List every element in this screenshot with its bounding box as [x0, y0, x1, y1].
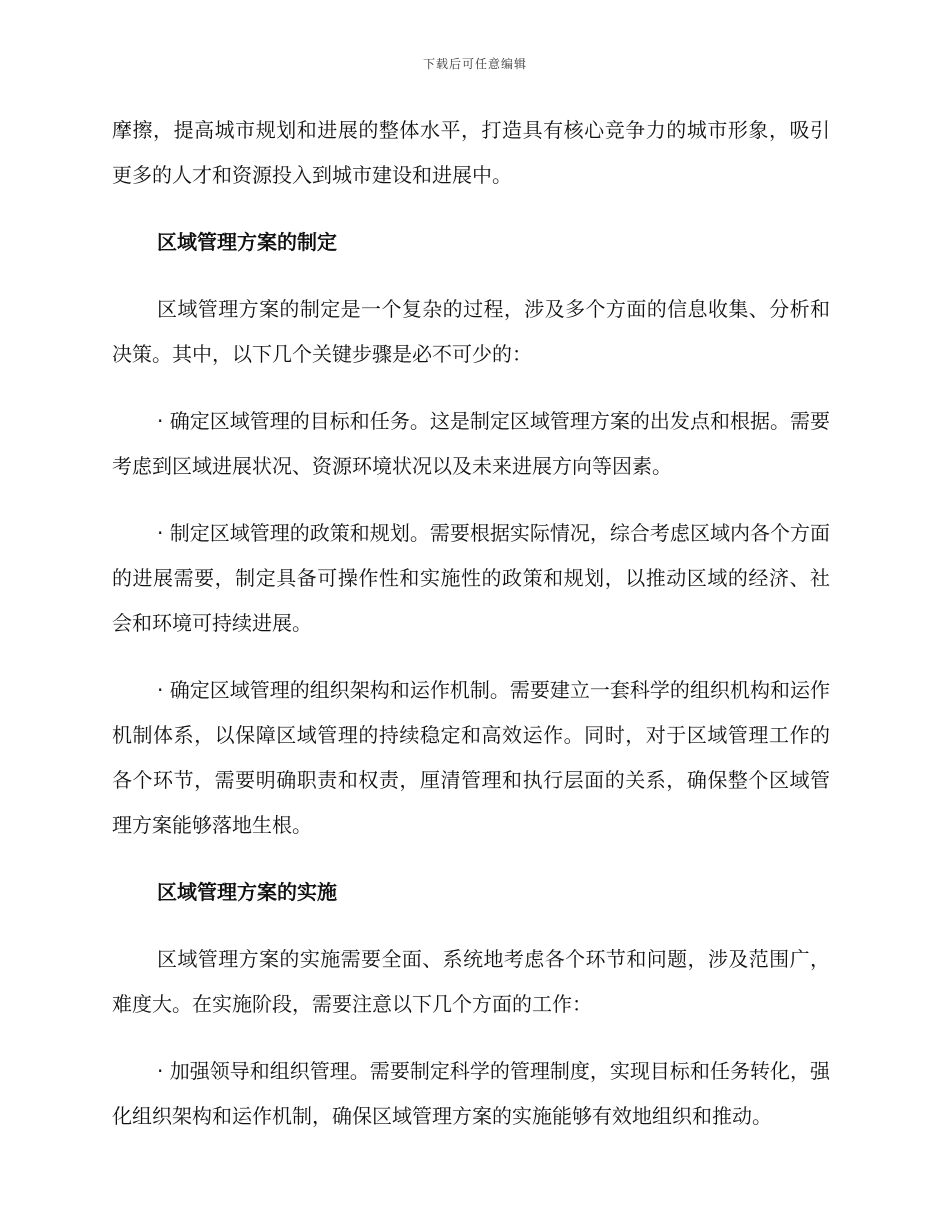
section-heading-implementation: 区域管理方案的实施: [157, 880, 337, 904]
section-heading-formulation: 区域管理方案的制定: [157, 230, 337, 254]
bullet-item-goals: · 确定区域管理的目标和任务。这是制定区域管理方案的出发点和根据。需要考虑到区域进展状况、资源环境状况以及未来进展方向等因素。: [112, 409, 830, 478]
bullet-item-policy: · 制定区域管理的政策和规划。需要根据实际情况，综合考虑区域内各个方面的进展需要，制定具备可操作性和实施性的政策和规划，以推动区域的经济、社会和环境可持续进展。: [112, 521, 830, 635]
paragraph-continuation: 摩擦，提高城市规划和进展的整体水平，打造具有核心竞争力的城市形象，吸引更多的人才和资源投入到城市建设和进展中。: [112, 118, 830, 187]
paragraph-formulation-intro: 区域管理方案的制定是一个复杂的过程，涉及多个方面的信息收集、分析和决策。其中，以下几个关键步骤是必不可少的：: [112, 297, 830, 366]
paragraph-implementation-intro: 区域管理方案的实施需要全面、系统地考虑各个环节和问题，涉及范围广，难度大。在实施阶段，需要注意以下几个方面的工作：: [112, 947, 830, 1016]
page-header-note: 下载后可任意编辑: [422, 57, 527, 71]
document-body: [112, 108, 830, 1161]
bullet-item-organization: · 确定区域管理的组织架构和运作机制。需要建立一套科学的组织机构和运作机制体系，以保障区域管理的持续稳定和高效运作。同时，对于区域管理工作的各个环节，需要明确职责和权责，厘清管理和执行层面的关系，确保整个区域管理方案能够落地生根。: [112, 678, 830, 837]
bullet-item-leadership: · 加强领导和组织管理。需要制定科学的管理制度，实现目标和任务转化，强化组织架构和运作机制，确保区域管理方案的实施能够有效地组织和推动。: [112, 1059, 830, 1128]
